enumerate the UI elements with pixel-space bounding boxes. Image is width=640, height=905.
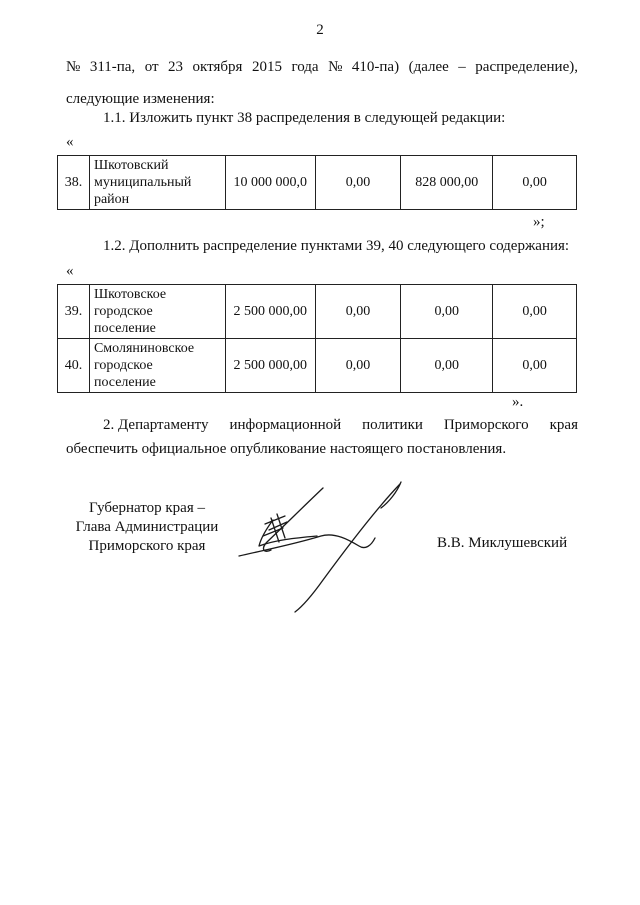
municipality-name [89,339,225,393]
signatory-title-line-2: Глава Администрации [75,519,219,535]
municipality-name-line: поселение [93,375,156,390]
intro-line-1-word: от [144,59,159,75]
signatory-title-line-3: Приморского края [88,538,206,554]
item-2-line-1 [103,416,578,435]
intro-line-2: следующие изменения: [66,91,215,107]
municipality-name-line: Шкотовский [93,158,169,173]
intro-line-1-word: 23 [168,59,184,75]
municipality-name-line: городское [93,358,153,373]
table-row [58,285,577,339]
municipality-name-line: муниципальный [93,175,192,190]
amount-2: 0,00 [315,156,401,210]
amount-4: 0,00 [493,156,577,210]
intro-line-1-word: 2015 [251,59,282,75]
amount-1: 2 500 000,00 [225,339,315,393]
item-2-line-1-word: 2. Департаменту [103,417,209,433]
handwritten-signature [225,480,415,620]
intro-line-1-word: года [291,59,319,75]
intro-line-1-word: 410-па) [351,59,400,75]
municipality-name [89,156,225,210]
item-1-2-close-quote: ». [512,394,524,410]
intro-line-1-word: № [328,59,343,75]
intro-line-1-word: распределение), [475,59,578,75]
item-2-line-2: обеспечить официальное опубликование настоящего постановления. [66,441,507,457]
signatory-name: В.В. Миклушевский [437,535,568,551]
amount-1: 2 500 000,00 [225,285,315,339]
intro-line-1-word: октября [192,59,243,75]
item-2-line-1-word: политики [362,417,423,433]
item-2-line-1-word: информационной [229,417,342,433]
municipality-name-line: Смоляниновское [93,341,195,356]
distribution-table-39-40 [57,284,577,393]
item-1-2-text: 1.2. Дополнить распределение пунктами 39, 40 следующего содержания: [103,238,570,254]
intro-line-1-word: № [66,59,81,75]
municipality-name-line: район [93,192,130,207]
municipality-name-line: Шкотовское [93,287,167,302]
item-1-2-open-quote: « [66,263,74,279]
item-2-line-1-word: края [549,417,578,433]
municipality-name [89,285,225,339]
item-1-1-close-quote: »; [533,214,545,230]
amount-2: 0,00 [315,339,401,393]
amount-4: 0,00 [493,339,577,393]
distribution-table-38 [57,155,577,210]
amount-3: 0,00 [401,339,493,393]
municipality-name-line: поселение [93,321,156,336]
amount-3: 828 000,00 [401,156,493,210]
signatory-title [52,499,242,556]
amount-4: 0,00 [493,285,577,339]
row-number: 38. [58,156,90,210]
intro-line-1 [66,58,578,77]
row-number: 39. [58,285,90,339]
amount-2: 0,00 [315,285,401,339]
item-1-1-text: 1.1. Изложить пункт 38 распределения в следующей редакции: [103,110,506,126]
row-number: 40. [58,339,90,393]
amount-3: 0,00 [401,285,493,339]
intro-line-1-word: (далее [408,59,449,75]
intro-line-1-word: 311-па, [89,59,136,75]
amount-1: 10 000 000,0 [225,156,315,210]
municipality-name-line: городское [93,304,153,319]
page-number: 2 [316,22,324,38]
item-2-line-1-word: Приморского [443,417,529,433]
item-1-1-open-quote: « [66,134,74,150]
intro-line-1-word: – [458,59,466,75]
signatory-title-line-1: Губернатор края – [89,500,205,516]
table-row [58,339,577,393]
table-row [58,156,577,210]
